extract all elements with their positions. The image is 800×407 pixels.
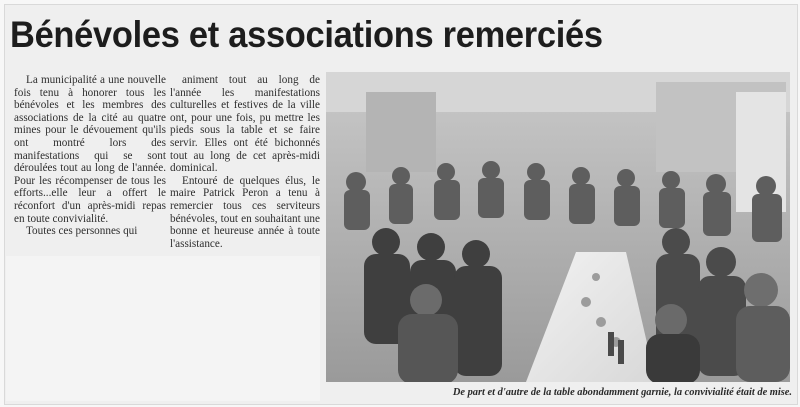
column-1-paragraph-2: Toutes ces personnes qui: [26, 225, 138, 238]
column-2-paragraph-2: Entouré de quelques élus, le maire Patrick Peron a tenu à remercier tous ces serviteurs bénévoles, tout en souhaitant une bonne et heureuse année à toute l'assistance.: [170, 174, 320, 250]
banquet-photo-illustration: [326, 72, 790, 382]
article-headline: Bénévoles et associations remerciés: [10, 14, 603, 55]
article-column-1: [14, 74, 166, 238]
column-1-paragraph-1: La municipalité a une nouvelle fois tenu à honorer tous les bénévoles et les membres des associations de la cité au quatre mines pour le dévouement qu'ils ont montré lors des manifestations qui se sont déroulées tout au long de l'année. Pour les récompenser de tous les efforts...elle leur a offert le réconfort d'un après-midi repas en toute convivialité.: [14, 74, 166, 225]
article-column-2: [170, 74, 320, 250]
blank-area: [6, 256, 320, 401]
photo-caption: De part et d'autre de la table abondamment garnie, la convivialité était de mise.: [452, 387, 792, 398]
event-photo: [326, 72, 790, 382]
column-2-paragraph-1: animent tout au long de l'année les manifestations culturelles et festives de la ville ont, pour une fois, pu mettre les pieds sous la table et se faire servir. Elles ont été bichonnés tout au long de cet après-midi dominical.: [170, 74, 320, 175]
